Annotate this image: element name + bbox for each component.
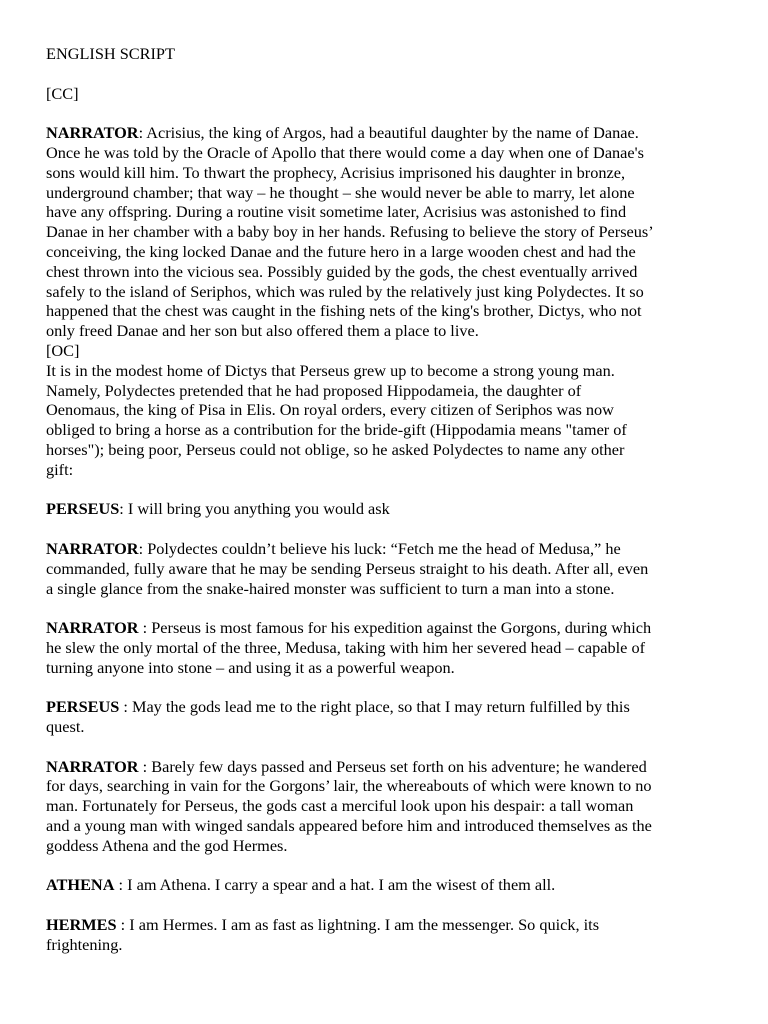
- dialogue-line: chest thrown into the vicious sea. Possibly guided by the gods, the chest eventually arrived: [46, 261, 638, 281]
- dialogue-block-hermes: [46, 915, 736, 955]
- speaker-separator: :: [138, 123, 147, 143]
- dialogue-line: [46, 875, 736, 895]
- dialogue-line: turning anyone into stone – and using it as a powerful weapon.: [46, 657, 455, 677]
- spacer: [46, 598, 736, 618]
- dialogue-line: [46, 697, 736, 717]
- dialogue-line: [46, 499, 736, 519]
- dialogue-line: [46, 123, 736, 143]
- script-page: [46, 44, 736, 955]
- dialogue-line: conceiving, the king locked Danae and the future hero in a large wooden chest and had the: [46, 241, 636, 261]
- spacer: [46, 480, 736, 500]
- dialogue-line: [46, 618, 736, 638]
- dialogue-line: quest.: [46, 717, 85, 737]
- dialogue-block-perseus: [46, 697, 736, 737]
- narration-line: gift:: [46, 459, 74, 479]
- speaker-label: PERSEUS: [46, 499, 120, 519]
- dialogue-line: Once he was told by the Oracle of Apollo that there would come a day when one of Danae's: [46, 142, 644, 162]
- dialogue-text: Acrisius, the king of Argos, had a beautiful daughter by the name of Danae.: [146, 123, 639, 143]
- dialogue-line: have any offspring. During a routine visit sometime later, Acrisius was astonished to find: [46, 202, 627, 222]
- speaker-separator: :: [138, 756, 152, 776]
- dialogue-line: frightening.: [46, 934, 123, 954]
- spacer: [46, 519, 736, 539]
- dialogue-line: for days, searching in vain for the Gorgons’ lair, the whereabouts of which were known to no: [46, 776, 652, 796]
- dialogue-text: I will bring you anything you would ask: [127, 499, 390, 519]
- dialogue-text: I am Athena. I carry a spear and a hat. I am the wisest of them all.: [127, 875, 556, 895]
- speaker-separator: :: [116, 915, 130, 935]
- dialogue-text: I am Hermes. I am as fast as lightning. I am the messenger. So quick, its: [129, 915, 600, 935]
- dialogue-line: commanded, fully aware that he may be sending Perseus straight to his death. After all, even: [46, 558, 649, 578]
- cue-cc: [CC]: [46, 83, 79, 103]
- dialogue-line: happened that the chest was caught in the fishing nets of the king's brother, Dictys, who not: [46, 301, 642, 321]
- dialogue-line: goddess Athena and the god Hermes.: [46, 835, 288, 855]
- speaker-label: NARRATOR: [46, 123, 139, 143]
- narration-line: Oenomaus, the king of Pisa in Elis. On royal orders, every citizen of Seriphos was now: [46, 400, 614, 420]
- spacer: [46, 895, 736, 915]
- dialogue-text: Perseus is most famous for his expedition against the Gorgons, during which: [151, 618, 652, 638]
- spacer: [46, 737, 736, 757]
- spacer: [46, 64, 736, 84]
- dialogue-line: man. Fortunately for Perseus, the gods cast a merciful look upon his despair: a tall woman: [46, 796, 634, 816]
- speaker-separator: :: [138, 538, 148, 558]
- dialogue-line: safely to the island of Seriphos, which was ruled by the relatively just king Polydectes. It so: [46, 281, 644, 301]
- dialogue-line: [46, 915, 736, 935]
- dialogue-block-narrator: [46, 757, 736, 856]
- dialogue-line: [46, 539, 736, 559]
- document-title: ENGLISH SCRIPT: [46, 44, 175, 63]
- narration-block: [46, 361, 736, 480]
- speaker-separator: :: [119, 499, 128, 519]
- cue-oc: [OC]: [46, 340, 80, 360]
- narration-line: Namely, Polydectes pretended that he had proposed Hippodameia, the daughter of: [46, 380, 582, 400]
- dialogue-text: Barely few days passed and Perseus set forth on his adventure; he wandered: [151, 756, 647, 776]
- dialogue-block-athena: [46, 875, 736, 895]
- dialogue-line: he slew the only mortal of the three, Medusa, taking with him her severed head – capable of: [46, 637, 646, 657]
- dialogue-line: underground chamber; that way – he thought – she would never be able to marry, let alone: [46, 182, 635, 202]
- dialogue-line: only freed Danae and her son but also offered them a place to live.: [46, 321, 479, 341]
- speaker-label: NARRATOR: [46, 756, 139, 776]
- spacer: [46, 103, 736, 123]
- dialogue-text: May the gods lead me to the right place, so that I may return fulfilled by this: [131, 697, 630, 717]
- speaker-label: ATHENA: [46, 875, 115, 895]
- spacer: [46, 678, 736, 698]
- dialogue-line: Danae in her chamber with a baby boy in her hands. Refusing to believe the story of Perseus’: [46, 222, 654, 242]
- dialogue-line: a single glance from the snake-haired monster was sufficient to turn a man into a stone.: [46, 578, 615, 598]
- speaker-label: PERSEUS: [46, 697, 120, 717]
- dialogue-text: Polydectes couldn’t believe his luck: “Fetch me the head of Medusa,” he: [147, 538, 621, 558]
- dialogue-line: [46, 757, 736, 777]
- dialogue-block-narrator: [46, 618, 736, 677]
- narration-line: horses"); being poor, Perseus could not oblige, so he asked Polydectes to name any other: [46, 439, 625, 459]
- dialogue-block-narrator: [46, 123, 736, 341]
- spacer: [46, 856, 736, 876]
- speaker-label: NARRATOR: [46, 538, 139, 558]
- speaker-separator: :: [138, 618, 152, 638]
- dialogue-block-perseus: [46, 499, 736, 519]
- dialogue-line: sons would kill him. To thwart the prophecy, Acrisius imprisoned his daughter in bronze,: [46, 162, 626, 182]
- speaker-separator: :: [114, 875, 128, 895]
- dialogue-line: and a young man with winged sandals appeared before him and introduced themselves as the: [46, 816, 652, 836]
- speaker-label: HERMES: [46, 915, 117, 935]
- dialogue-block-narrator: [46, 539, 736, 598]
- narration-line: It is in the modest home of Dictys that Perseus grew up to become a strong young man.: [46, 360, 615, 380]
- speaker-separator: :: [119, 697, 132, 717]
- narration-line: obliged to bring a horse as a contribution for the bride-gift (Hippodamia means "tamer of: [46, 420, 627, 440]
- speaker-label: NARRATOR: [46, 618, 139, 638]
